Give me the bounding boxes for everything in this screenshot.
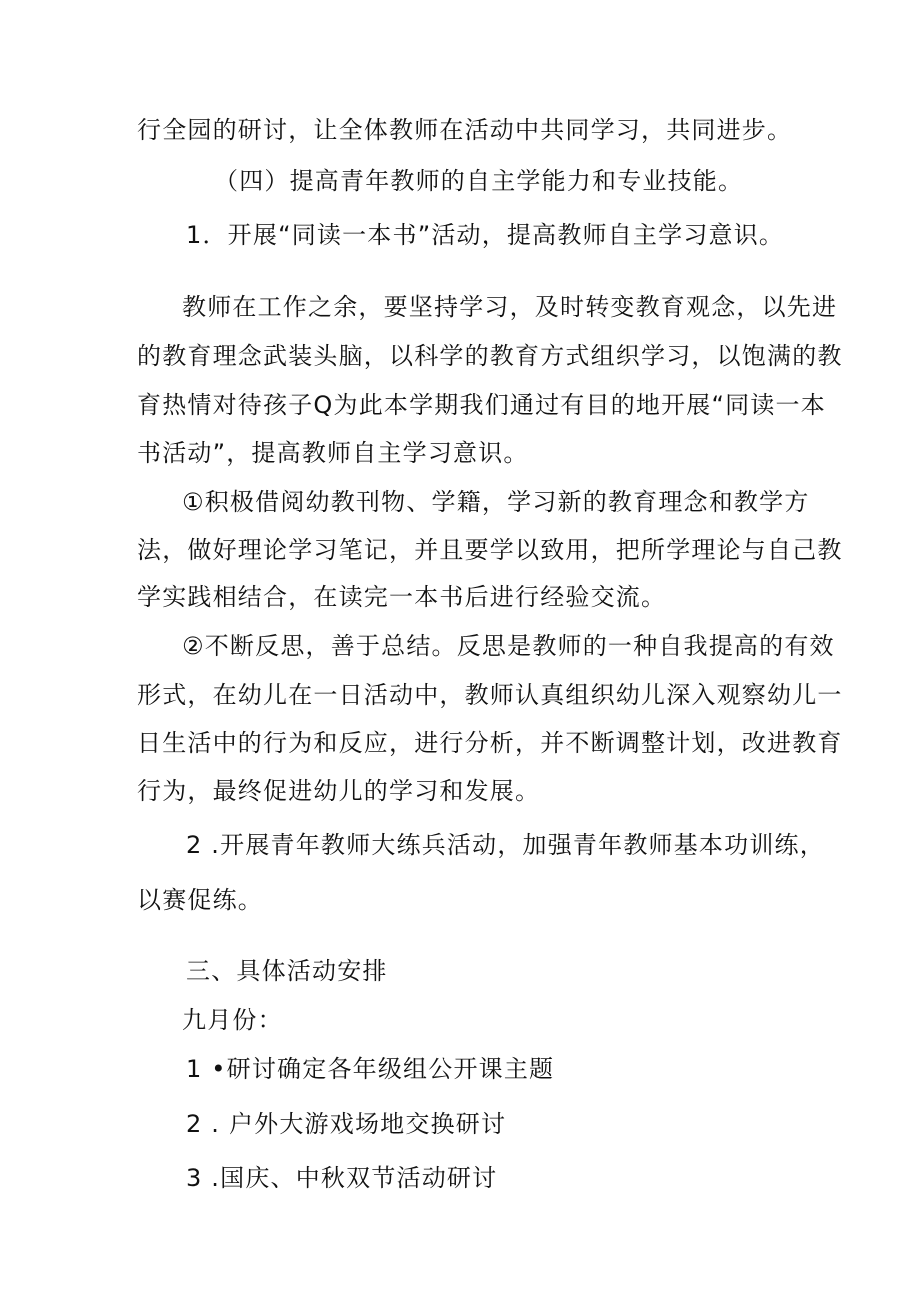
paragraph-line: 教师在工作之余，要坚持学习，及时转变教育观念，以先进 [182,293,838,321]
paragraph-line: 形式，在幼儿在一日活动中，教师认真组织幼儿深入观察幼儿一 [137,681,843,709]
month-heading: 九月份： [182,1006,283,1034]
list-item: 2 . 户外大游戏场地交换研讨 [186,1110,507,1138]
list-item: 3 .国庆、中秋双节活动研讨 [186,1164,498,1192]
paragraph-line: ①积极借阅幼教刊物、学籍，学习新的教育理念和教学方 [182,488,810,516]
list-item-heading: 1．开展“同读一本书”活动，提高教师自主学习意识。 [186,221,785,249]
paragraph-line: 的教育理念武装头脑，以科学的教育方式组织学习，以饱满的教 [137,342,843,370]
paragraph-line: 学实践相结合，在读完一本书后进行经验交流。 [137,583,667,611]
list-item-heading: 2 .开展青年教师大练兵活动，加强青年教师基本功训练， [186,831,825,859]
paragraph-line: 书活动”，提高教师自主学习意识。 [137,439,529,467]
paragraph-line: 以赛促练。 [137,886,263,914]
text-line: 行全园的研讨，让全体教师在活动中共同学习，共同进步。 [137,116,793,144]
paragraph-line: 行为，最终促进幼儿的学习和发展。 [137,777,541,805]
paragraph-line: ②不断反思，善于总结。反思是教师的一种自我提高的有效 [182,632,835,660]
section-heading: （四）提高青年教师的自主学能力和专业技能。 [214,167,744,195]
paragraph-line: 育热情对待孩子Q为此本学期我们通过有目的地开展“同读一本 [137,391,826,419]
section-heading: 三、具体活动安排 [186,957,388,985]
paragraph-line: 日生活中的行为和反应，进行分析，并不断调整计划，改进教育 [137,729,843,757]
list-item: 1 •研讨确定各年级组公开课主题 [186,1055,555,1083]
paragraph-line: 法，做好理论学习笔记，并且要学以致用，把所学理论与自己教 [137,536,843,564]
